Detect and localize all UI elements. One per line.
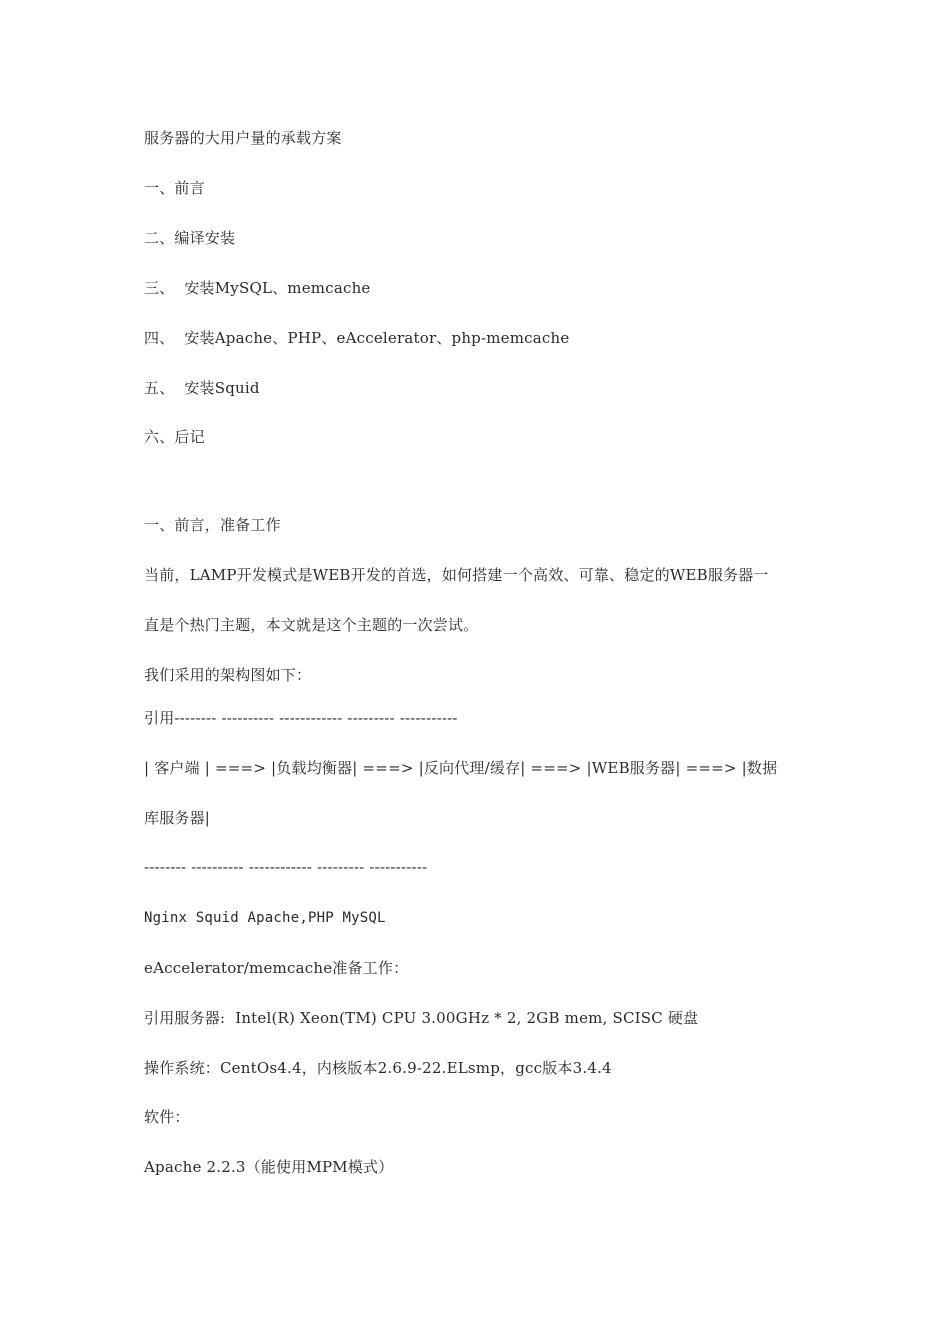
toc-item-5: 五、 安装Squid [144, 379, 260, 397]
architecture-intro: 我们采用的架构图如下： [144, 666, 312, 684]
toc-item-4: 四、 安装Apache、PHP、eAccelerator、php-memcache [144, 329, 570, 347]
toc-item-6: 六、后记 [144, 428, 205, 446]
section-heading: 一、前言，准备工作 [144, 516, 281, 534]
architecture-row-1: | 客户端 | ===> |负载均衡器| ===> |反向代理/缓存| ===> |WEB服务器| ===> |数据 [144, 759, 778, 777]
components-row: Nginx Squid Apache,PHP MySQL [144, 910, 386, 926]
quote-dashes-top: 引用-------- ---------- ------------ --------- ----------- [144, 709, 458, 727]
dashes-bottom: -------- ---------- ------------ --------- ----------- [144, 858, 428, 876]
os-spec: 操作系统：CentOs4.4，内核版本2.6.9-22.ELsmp，gcc版本3.4.4 [144, 1059, 612, 1077]
toc-item-2: 二、编译安装 [144, 229, 236, 247]
server-spec: 引用服务器: Intel(R) Xeon(TM) CPU 3.00GHz * 2, 2GB mem, SCISC 硬盘 [144, 1009, 699, 1027]
apache-version: Apache 2.2.3（能使用MPM模式） [144, 1158, 394, 1176]
document-title: 服务器的大用户量的承载方案 [144, 129, 342, 147]
components-row-2: eAccelerator/memcache准备工作： [144, 959, 409, 977]
software-label: 软件： [144, 1108, 190, 1126]
architecture-row-2: 库服务器| [144, 809, 211, 827]
intro-paragraph-line-2: 直是个热门主题，本文就是这个主题的一次尝试。 [144, 616, 479, 634]
toc-item-3: 三、 安装MySQL、memcache [144, 279, 371, 297]
intro-paragraph-line-1: 当前，LAMP开发模式是WEB开发的首选，如何搭建一个高效、可靠、稳定的WEB服务器一 [144, 566, 769, 584]
toc-item-1: 一、前言 [144, 179, 205, 197]
